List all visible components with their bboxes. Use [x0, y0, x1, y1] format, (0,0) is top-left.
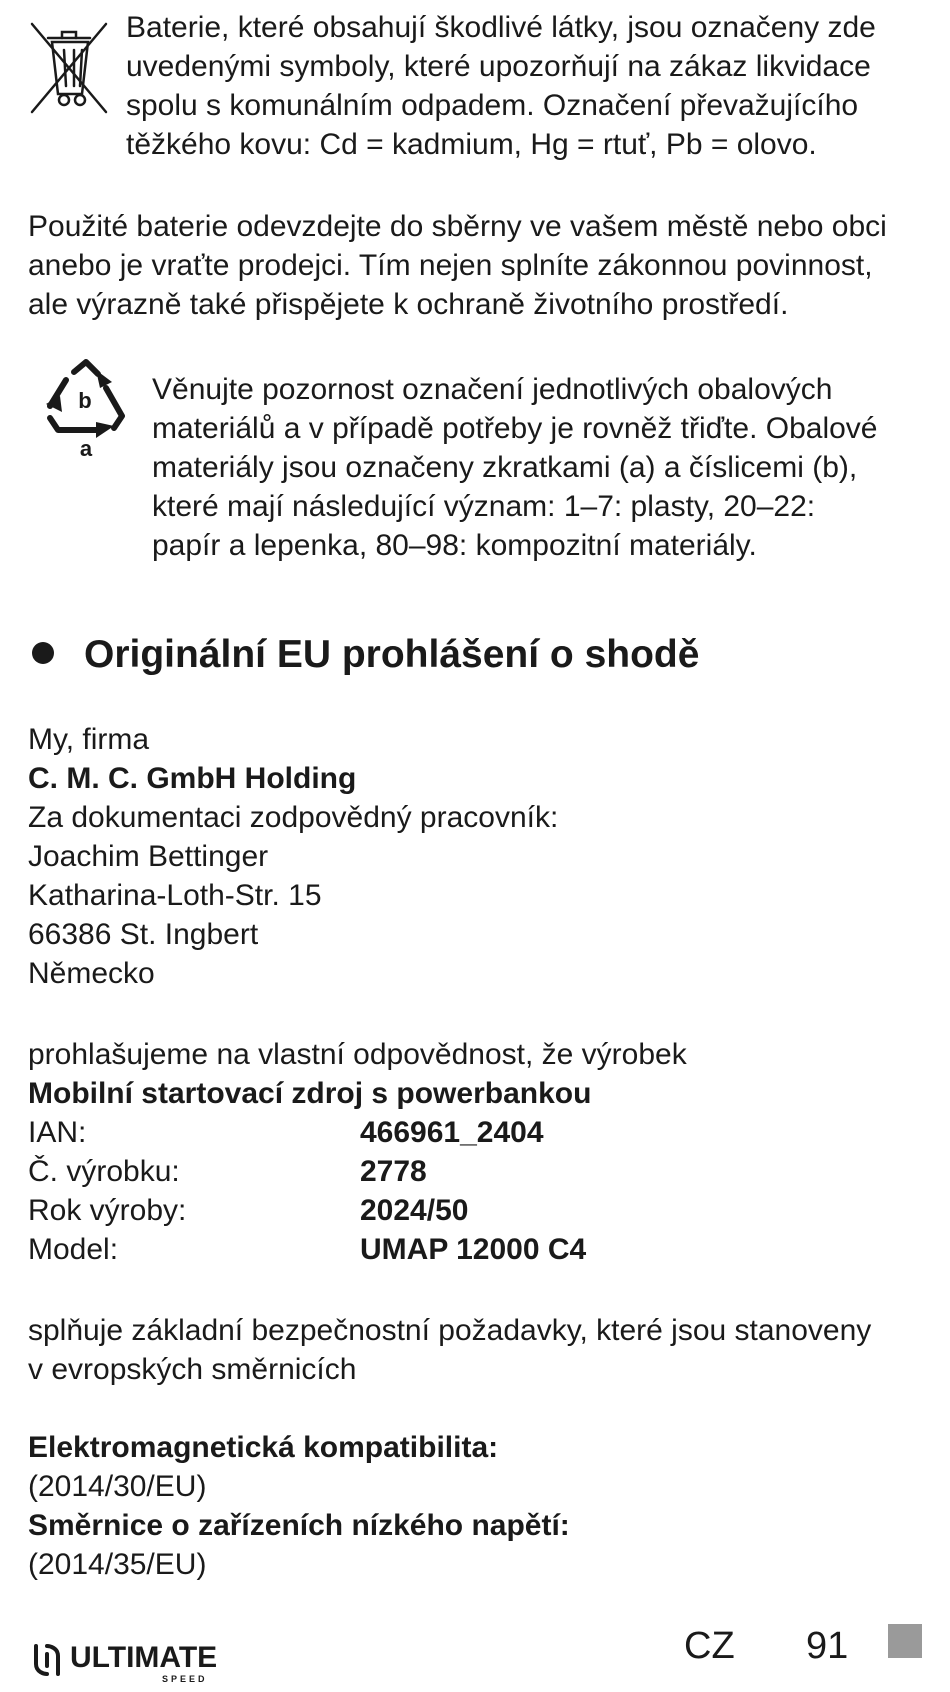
spec-label: Model:	[28, 1233, 119, 1266]
spec-label: Č. výrobku:	[28, 1155, 180, 1188]
packaging-notice-line: materiálů a v případě potřeby je rovněž třiďte. Obalové	[152, 412, 878, 445]
spec-row	[28, 1113, 928, 1152]
spec-value: 2024/50	[360, 1194, 469, 1227]
spec-value: UMAP 12000 C4	[360, 1233, 587, 1266]
brand-sub: SPEED	[162, 1674, 208, 1684]
section-heading	[32, 632, 699, 678]
compliance-statement	[28, 1311, 871, 1389]
spec-label: IAN:	[28, 1116, 87, 1149]
company-block	[28, 720, 558, 993]
packaging-notice-line: Věnujte pozornost označení jednotlivých obalových	[152, 373, 833, 406]
responsible-person: Joachim Bettinger	[28, 840, 269, 873]
recycling-icon-label-a: a	[79, 436, 93, 461]
packaging-notice-line: které mají následující význam: 1–7: plasty, 20–22:	[152, 490, 816, 523]
spec-value: 466961_2404	[360, 1116, 544, 1149]
battery-notice-line: spolu s komunálním odpadem. Označení převažujícího	[126, 89, 859, 122]
spec-row	[28, 1191, 928, 1230]
return-notice-line: anebo je vraťte prodejci. Tím nejen splníte zákonnou povinnost,	[28, 249, 873, 282]
directive-code: (2014/30/EU)	[28, 1470, 207, 1503]
section-heading-text: Originální EU prohlášení o shodě	[84, 633, 700, 676]
crossed-out-wheelie-bin-icon	[28, 16, 110, 116]
compliance-line: splňuje základní bezpečnostní požadavky, které jsou stanoveny	[28, 1314, 872, 1347]
return-notice-line: Použité baterie odevzdejte do sběrny ve vašem městě nebo obci	[28, 210, 887, 243]
return-notice-line: ale výrazně také přispějete k ochraně životního prostředí.	[28, 288, 789, 321]
language-code: CZ	[684, 1625, 735, 1667]
company-city: 66386 St. Ingbert	[28, 918, 259, 951]
recycling-triangle-icon	[40, 356, 132, 464]
company-name: C. M. C. GmbH Holding	[28, 762, 357, 795]
responsible-label: Za dokumentaci zodpovědný pracovník:	[28, 801, 559, 834]
company-country: Německo	[28, 957, 155, 990]
declaration-block	[28, 1035, 928, 1269]
spec-row	[28, 1152, 928, 1191]
page-number: 91	[806, 1625, 849, 1667]
battery-notice-line: uvedenými symboly, které upozorňují na zákaz likvidace	[126, 50, 871, 83]
packaging-notice-line: materiály jsou označeny zkratkami (a) a číslicemi (b),	[152, 451, 858, 484]
battery-notice-line: těžkého kovu: Cd = kadmium, Hg = rtuť, Pb = olovo.	[126, 128, 817, 161]
brand-logo	[30, 1640, 230, 1684]
directives-block	[28, 1428, 570, 1584]
compliance-line: v evropských směrnicích	[28, 1353, 357, 1386]
return-notice	[28, 207, 887, 324]
company-intro: My, firma	[28, 723, 150, 756]
bullet-icon	[32, 642, 54, 664]
company-street: Katharina-Loth-Str. 15	[28, 879, 322, 912]
page-marker	[888, 1624, 922, 1658]
product-name: Mobilní startovací zdroj s powerbankou	[28, 1077, 592, 1110]
spec-value: 2778	[360, 1155, 427, 1188]
declaration-intro: prohlašujeme na vlastní odpovědnost, že výrobek	[28, 1038, 687, 1071]
directive-title: Směrnice o zařízeních nízkého napětí:	[28, 1509, 570, 1542]
spec-row	[28, 1230, 928, 1269]
spec-label: Rok výroby:	[28, 1194, 187, 1227]
battery-notice-line: Baterie, které obsahují škodlivé látky, jsou označeny zde	[126, 11, 876, 44]
packaging-notice-line: papír a lepenka, 80–98: kompozitní materiály.	[152, 529, 757, 562]
recycling-icon-label-b: b	[78, 388, 92, 413]
ultimate-speed-logo-icon	[30, 1642, 64, 1678]
brand-name: ULTIMATE	[70, 1641, 218, 1674]
directive-title: Elektromagnetická kompatibilita:	[28, 1431, 499, 1464]
directive-code: (2014/35/EU)	[28, 1548, 207, 1581]
